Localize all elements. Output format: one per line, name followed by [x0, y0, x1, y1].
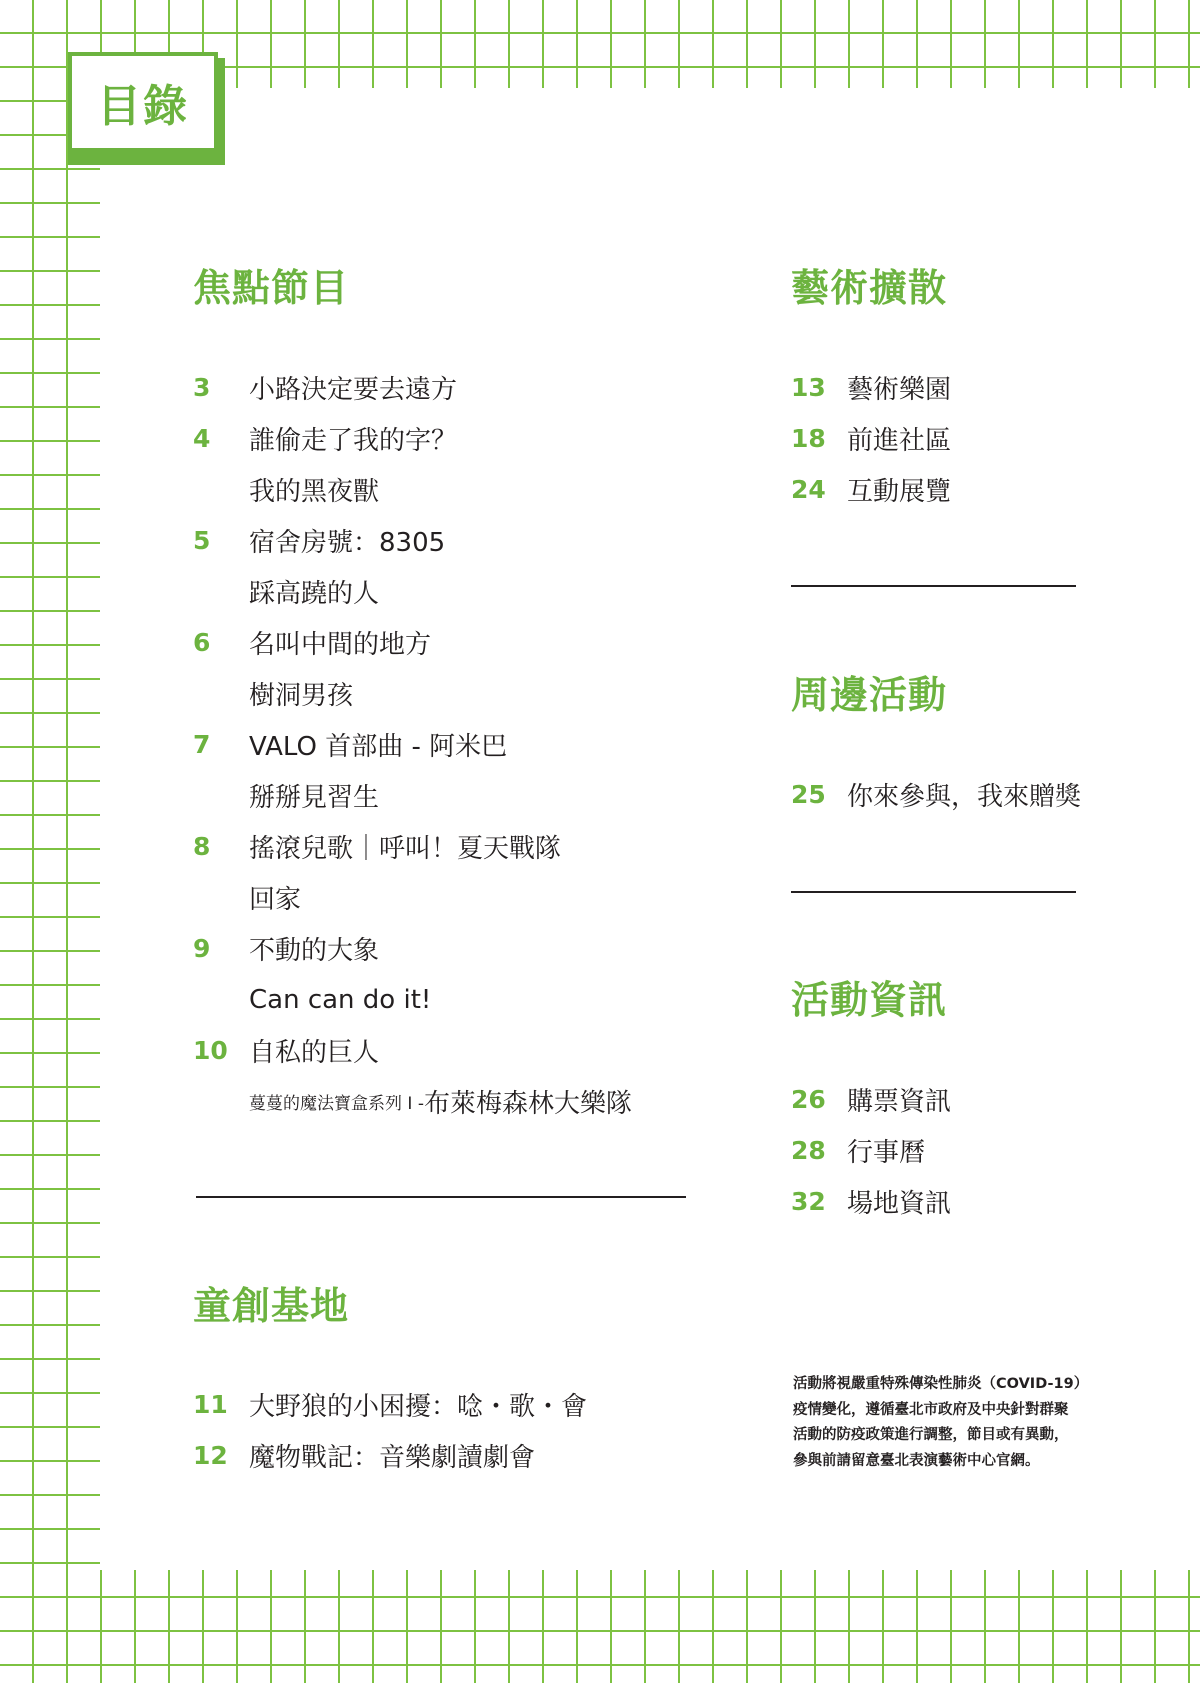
toc-list-arts-outreach: [791, 362, 951, 515]
toc-page-number: 11: [193, 1390, 228, 1419]
toc-entry-title: 大野狼的小困擾：唸・歌・會: [249, 1392, 588, 1422]
toc-entry[interactable]: [193, 770, 632, 821]
toc-page-number: 10: [193, 1036, 228, 1065]
toc-page-number: 4: [193, 424, 211, 453]
toc-entry[interactable]: [193, 1025, 632, 1076]
toc-entry-title: Can can do it!: [249, 984, 432, 1015]
toc-entry-title: 場地資訊: [847, 1189, 952, 1219]
toc-entry-title: 前進社區: [847, 426, 952, 456]
toc-entry-title: 你來參與，我來贈獎: [847, 782, 1082, 812]
toc-entry[interactable]: [193, 668, 632, 719]
section-heading-event-info: 活動資訊: [791, 978, 948, 1022]
toc-entry[interactable]: [791, 1074, 951, 1125]
toc-page-number: 24: [791, 475, 826, 504]
toc-entry-title: 名叫中間的地方: [249, 630, 432, 660]
toc-entry[interactable]: [193, 515, 632, 566]
section-heading-side-events: 周邊活動: [791, 673, 948, 717]
page-title: 目錄: [97, 81, 189, 132]
toc-entry-title: 搖滾兒歌｜呼叫！夏天戰隊: [249, 834, 562, 864]
toc-list-side-events: [791, 769, 1081, 820]
divider-left: [196, 1196, 686, 1198]
section-heading-focus: 焦點節目: [193, 266, 350, 310]
toc-entry[interactable]: [193, 923, 632, 974]
toc-entry[interactable]: [791, 413, 951, 464]
toc-page-number: 26: [791, 1085, 826, 1114]
toc-page-number: 5: [193, 526, 211, 555]
toc-entry-title: 掰掰見習生: [249, 783, 380, 813]
toc-entry[interactable]: [193, 617, 632, 668]
toc-entry-title: 自私的巨人: [249, 1038, 380, 1068]
toc-entry[interactable]: [193, 464, 632, 515]
toc-page-number: 32: [791, 1187, 826, 1216]
toc-entry[interactable]: [193, 872, 632, 923]
toc-entry[interactable]: [193, 362, 632, 413]
toc-entry[interactable]: [193, 413, 632, 464]
covid-notice: 活動將視嚴重特殊傳染性肺炎（COVID-19） 疫情變化，遵循臺北市政府及中央針對群聚 活動的防疫政策進行調整，節目或有異動， 參與前請留意臺北表演藝術中心官網。: [793, 1376, 1089, 1469]
toc-entry[interactable]: [791, 1176, 951, 1227]
toc-entry[interactable]: [791, 362, 951, 413]
toc-entry-title: 誰偷走了我的字？: [249, 426, 458, 456]
toc-list-focus: [193, 362, 632, 1127]
toc-page-number: 9: [193, 934, 211, 963]
divider-right-1: [791, 585, 1076, 587]
toc-entry-title: 購票資訊: [847, 1087, 952, 1117]
toc-entry-title: 互動展覽: [847, 477, 952, 507]
toc-entry[interactable]: [193, 821, 632, 872]
toc-entry[interactable]: [193, 1076, 632, 1127]
toc-entry[interactable]: [193, 974, 632, 1025]
toc-page-number: 7: [193, 730, 211, 759]
toc-entry[interactable]: [791, 464, 951, 515]
toc-entry-title: VALO 首部曲 - 阿米巴: [249, 732, 508, 762]
toc-page-number: 3: [193, 373, 211, 402]
toc-entry[interactable]: [193, 1430, 587, 1481]
toc-entry-title: 不動的大象: [249, 936, 380, 966]
toc-entry-title: 布萊梅森林大樂隊: [423, 1089, 632, 1119]
toc-entry-title: 行事曆: [847, 1138, 926, 1168]
title-badge: [68, 52, 218, 152]
toc-list-kids-base: [193, 1379, 587, 1481]
toc-entry-series-prefix: 蔓蔓的魔法寶盒系列 I -: [249, 1094, 424, 1114]
toc-entry[interactable]: [791, 1125, 951, 1176]
toc-entry[interactable]: [791, 769, 1081, 820]
toc-page-number: 8: [193, 832, 211, 861]
toc-page-number: 28: [791, 1136, 826, 1165]
toc-entry-title: 藝術樂園: [847, 375, 952, 405]
toc-entry[interactable]: [193, 566, 632, 617]
toc-entry-title: 我的黑夜獸: [249, 477, 380, 507]
toc-page-number: 18: [791, 424, 826, 453]
section-heading-kids-base: 童創基地: [193, 1284, 350, 1328]
toc-entry[interactable]: [193, 719, 632, 770]
toc-page-number: 13: [791, 373, 826, 402]
toc-page-number: 25: [791, 780, 826, 809]
toc-entry-title: 樹洞男孩: [249, 681, 354, 711]
divider-right-2: [791, 891, 1076, 893]
toc-entry[interactable]: [193, 1379, 587, 1430]
toc-entry-title: 回家: [249, 885, 302, 915]
toc-entry-title: 小路決定要去遠方: [249, 375, 458, 405]
toc-page-number: 6: [193, 628, 211, 657]
toc-entry-title: 宿舍房號：8305: [249, 528, 446, 558]
toc-entry-title: 踩高蹺的人: [249, 579, 380, 609]
toc-page-number: 12: [193, 1441, 228, 1470]
toc-list-event-info: [791, 1074, 951, 1227]
toc-entry-title: 魔物戰記：音樂劇讀劇會: [249, 1443, 536, 1473]
section-heading-arts-outreach: 藝術擴散: [791, 266, 948, 310]
